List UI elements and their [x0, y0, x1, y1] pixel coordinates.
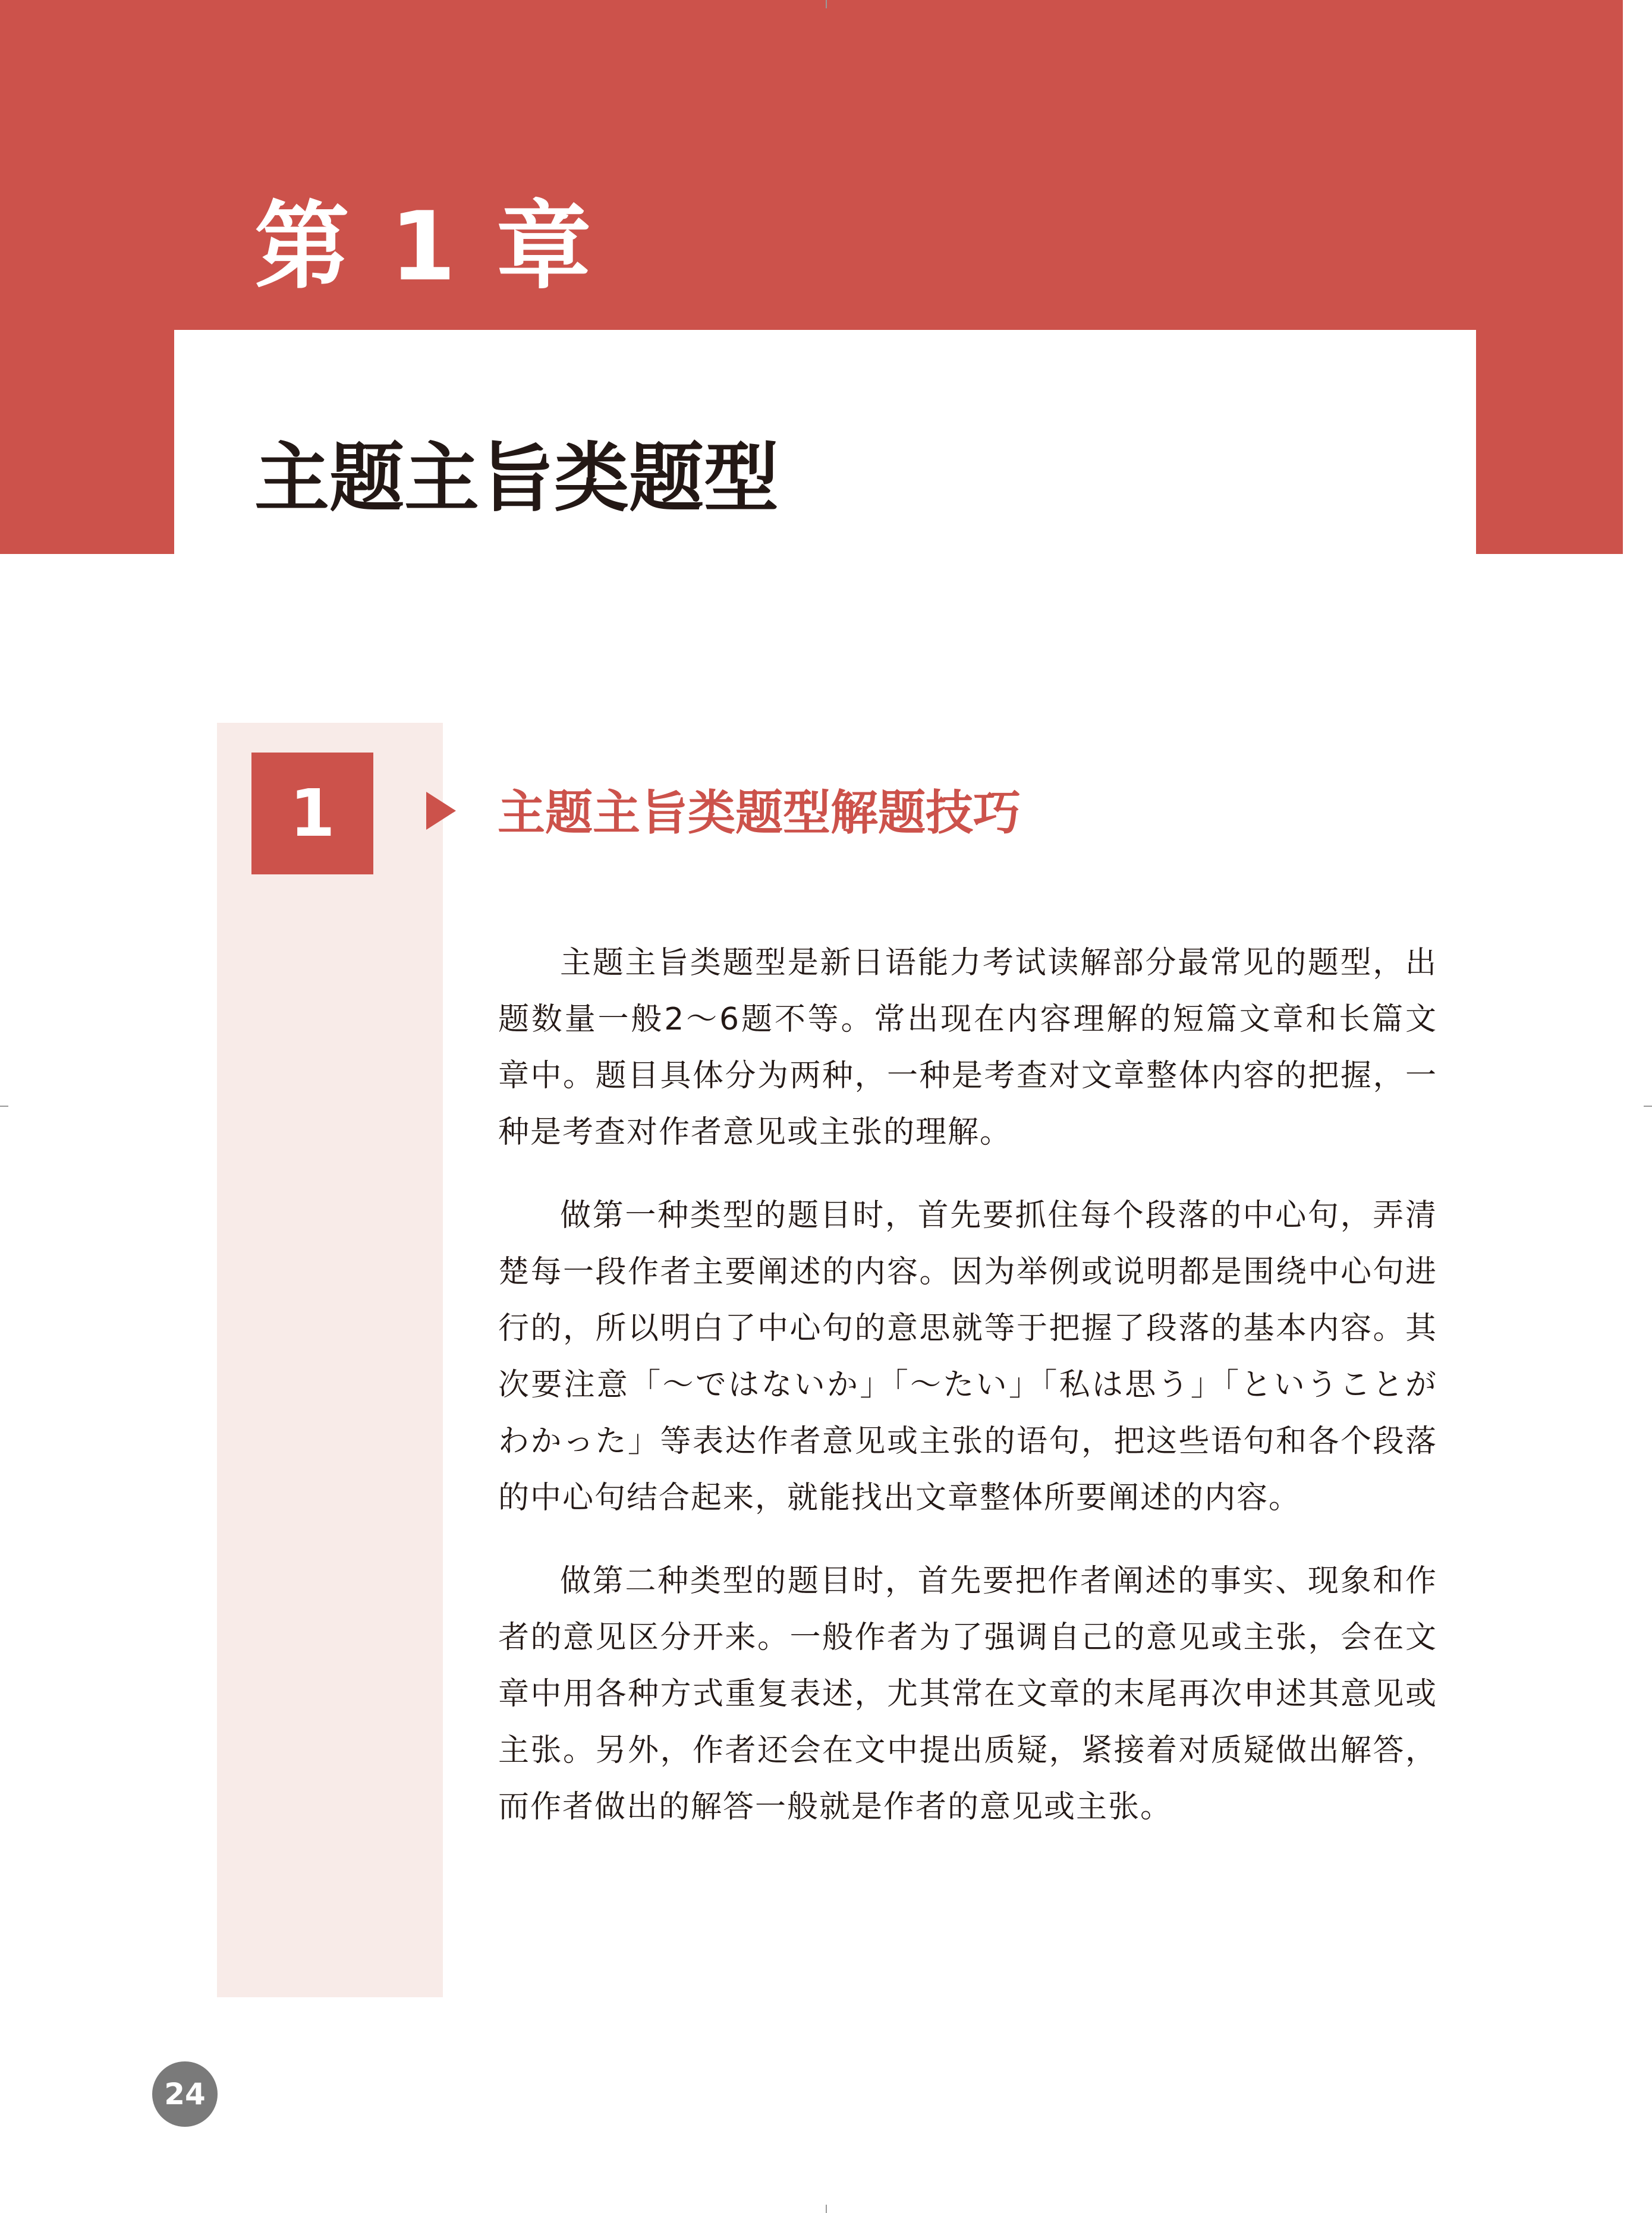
chapter-title: 主题主旨类题型: [254, 435, 779, 522]
crop-mark: [1644, 1106, 1652, 1107]
crop-mark: [826, 2205, 827, 2213]
paragraph: 主题主旨类题型是新日语能力考试读解部分最常见的题型，出题数量一般2～6题不等。常出现在内容理解的短篇文章和长篇文章中。题目具体分为两种，一种是考查对文章整体内容的把握，一种是考查对作者意见或主张的理解。: [498, 945, 1437, 1150]
section-title: 主题主旨类题型解题技巧: [498, 785, 1021, 841]
body-text: [498, 935, 1437, 1862]
section-side-strip: [217, 723, 443, 1997]
triangle-arrow-icon: [426, 792, 456, 830]
paragraph: 做第一种类型的题目时，首先要抓住每个段落的中心句，弄清楚每一段作者主要阐述的内容。因为举例或说明都是围绕中心句进行的，所以明白了中心句的意思就等于把握了段落的基本内容。其次要注意「〜ではないか」「〜たい」「私は思う」「ということがわかった」等表达作者意见或主张的语句，把这些语句和各个段落的中心句结合起来，就能找出文章整体所要阐述的内容。: [498, 1198, 1437, 1516]
chapter-label: 第 1 章: [254, 191, 595, 302]
crop-mark: [0, 1106, 8, 1107]
section-number-box: 1: [251, 753, 373, 874]
crop-mark: [826, 0, 827, 8]
paragraph: 做第二种类型的题目时，首先要把作者阐述的事实、现象和作者的意见区分开来。一般作者为了强调自己的意见或主张，会在文章中用各种方式重复表述，尤其常在文章的末尾再次申述其意见或主张。另外，作者还会在文中提出质疑，紧接着对质疑做出解答，而作者做出的解答一般就是作者的意见或主张。: [498, 1563, 1437, 1825]
page-number-badge: 24: [152, 2061, 218, 2127]
